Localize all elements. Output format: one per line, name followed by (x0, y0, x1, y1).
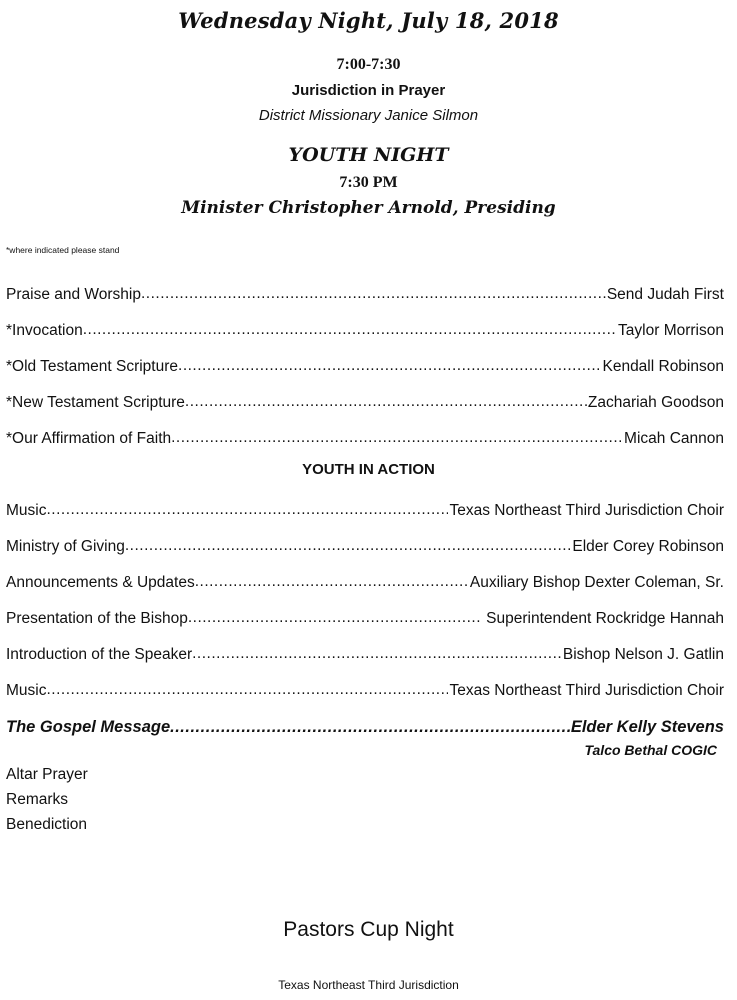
leader-dots (83, 320, 617, 340)
program-row (6, 496, 724, 520)
gospel-speaker: Elder Kelly Stevens (570, 718, 724, 736)
prayer-title: Jurisdiction in Prayer (291, 82, 446, 99)
section-heading: YOUTH IN ACTION (302, 461, 435, 478)
program-value: Superintendent Rockridge Hannah (481, 610, 724, 627)
program-row (6, 568, 724, 592)
youth-night-time: 7:30 PM (339, 174, 398, 191)
leader-dots (188, 608, 481, 628)
footer-text: Texas Northeast Third Jurisdiction (278, 978, 459, 992)
program-row (6, 676, 724, 700)
program-row (6, 532, 724, 556)
youth-night-title: YOUTH NIGHT (288, 144, 449, 166)
program-row (6, 316, 724, 340)
program-row (6, 280, 724, 304)
leader-dots (170, 717, 570, 737)
program-label: Announcements & Updates (6, 574, 195, 591)
program-row (6, 388, 724, 412)
program-value: Micah Cannon (624, 430, 724, 447)
program-row (6, 424, 724, 448)
program-value: Elder Corey Robinson (572, 538, 724, 555)
leader-dots (125, 536, 571, 556)
leader-dots (185, 392, 587, 412)
gospel-label: The Gospel Message (6, 718, 171, 736)
stand-note: *where indicated please stand (6, 245, 120, 255)
program-value: Auxiliary Bishop Dexter Coleman, Sr. (469, 574, 724, 591)
leader-dots (178, 356, 601, 376)
program-value: Send Judah First (606, 286, 724, 303)
program-value: Zachariah Goodson (587, 394, 724, 411)
speaker-church: Talco Bethal COGIC (584, 742, 717, 758)
leader-dots (171, 428, 623, 448)
program-label: *Invocation (6, 322, 83, 339)
program-row (6, 352, 724, 376)
program-value: Kendall Robinson (602, 358, 724, 375)
program-value: Texas Northeast Third Jurisdiction Choir (449, 682, 724, 699)
leader-dots (192, 644, 562, 664)
program-label: Praise and Worship (6, 286, 141, 303)
program-row (6, 604, 724, 628)
program-value: Bishop Nelson J. Gatlin (562, 646, 724, 663)
program-label: *Our Affirmation of Faith (6, 430, 172, 447)
closing-item: Benediction (6, 816, 88, 833)
closing-item: Altar Prayer (6, 766, 88, 783)
program-label: Music (6, 502, 47, 519)
gospel-message-row (6, 713, 724, 737)
program-value: Taylor Morrison (618, 322, 724, 339)
prayer-leader: District Missionary Janice Silmon (258, 107, 479, 124)
closing-item: Remarks (6, 791, 69, 808)
program-value: Texas Northeast Third Jurisdiction Choir (449, 502, 724, 519)
leader-dots (195, 572, 469, 592)
program-label: *New Testament Scripture (6, 394, 185, 411)
program-label: Music (6, 682, 47, 699)
prayer-time: 7:00-7:30 (336, 56, 401, 73)
program-label: Ministry of Giving (6, 538, 125, 555)
page-title: Wednesday Night, July 18, 2018 (178, 8, 559, 33)
presiding-minister: Minister Christopher Arnold, Presiding (181, 198, 556, 218)
leader-dots (141, 284, 606, 304)
next-event-title: Pastors Cup Night (283, 918, 454, 941)
program-label: *Old Testament Scripture (6, 358, 179, 375)
program-label: Introduction of the Speaker (6, 646, 193, 663)
program-label: Presentation of the Bishop (6, 610, 188, 627)
leader-dots (46, 680, 448, 700)
leader-dots (46, 500, 448, 520)
program-row (6, 640, 724, 664)
